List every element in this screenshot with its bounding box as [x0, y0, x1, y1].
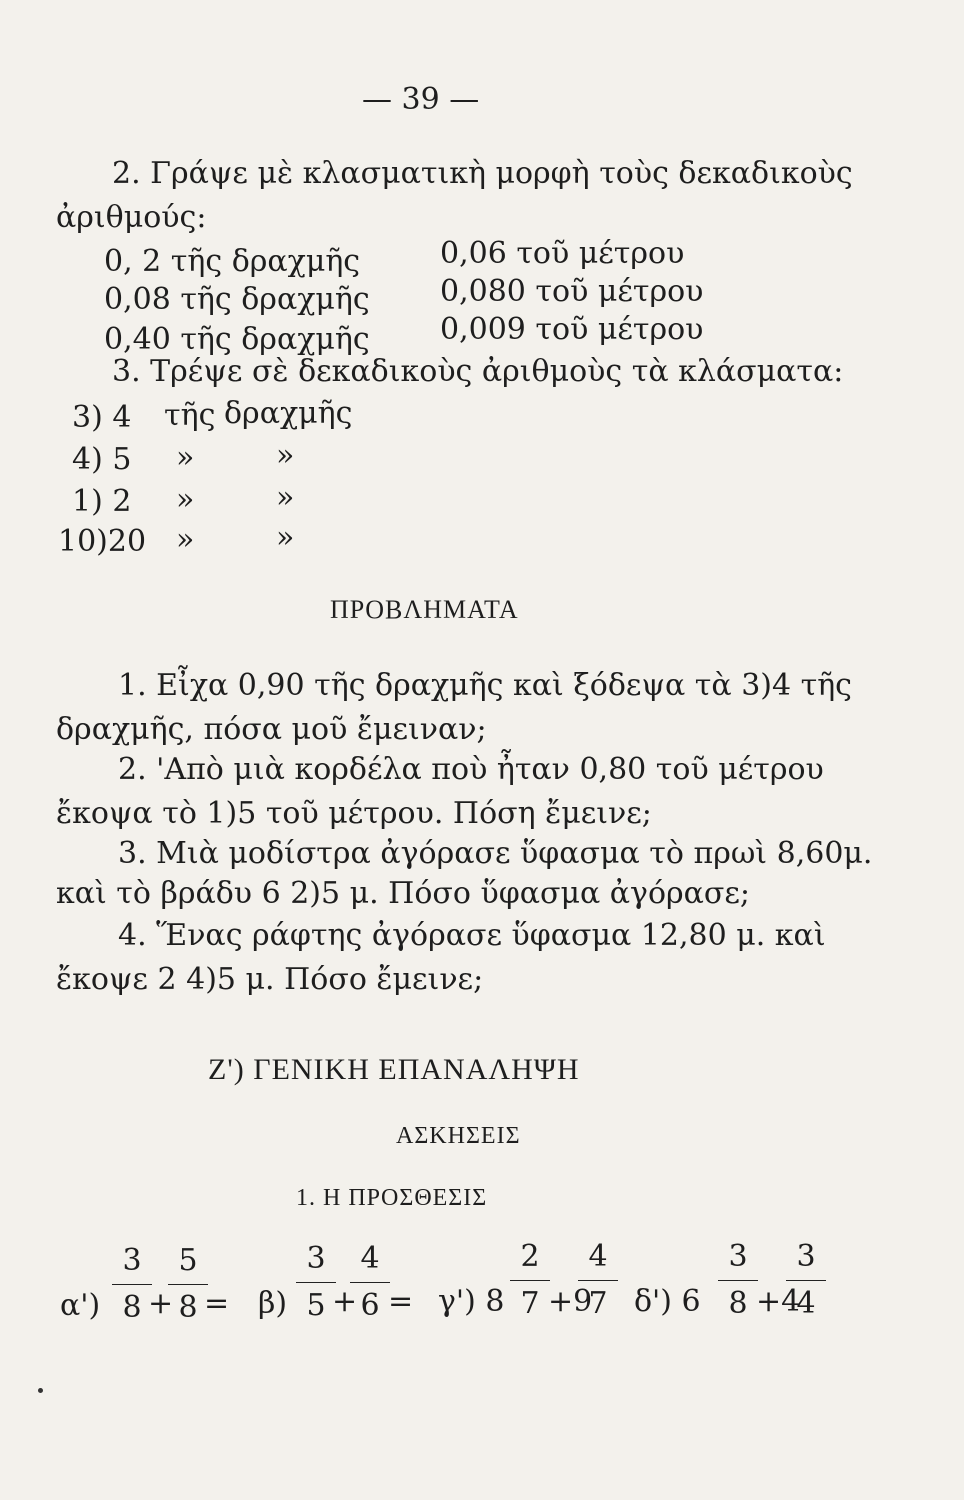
problems-heading: ΠΡΟΒΛΗΜΑΤΑ	[330, 595, 519, 624]
exercise-label: δ') 6	[634, 1284, 701, 1319]
problem-line: δραχμῆς, πόσα μοῦ ἔμειναν;	[56, 712, 487, 747]
denominator: 8	[122, 1290, 142, 1325]
fraction-bar	[296, 1282, 336, 1283]
decimal-right: 0,06 τοῦ μέτρου	[440, 236, 685, 271]
equals-sign: =	[204, 1286, 230, 1321]
fraction	[350, 1242, 390, 1323]
section-title: Ζ') ΓΕΝΙΚΗ ΕΠΑΝΑΛΗΨΗ	[208, 1053, 580, 1086]
numerator: 4	[360, 1241, 380, 1276]
numerator: 2	[520, 1239, 540, 1274]
problem-line: ἔκοψε 2 4)5 μ. Πόσο ἔμεινε;	[56, 962, 484, 997]
numerator: 3	[122, 1243, 142, 1278]
fraction-bar	[350, 1282, 390, 1283]
problem-line: 2. 'Απὸ μιὰ κορδέλα ποὺ ἦταν 0,80 τοῦ μέτρου	[118, 752, 824, 787]
section-subtitle: ΑΣΚΗΣΕΙΣ	[396, 1123, 521, 1149]
fraction-bar	[578, 1280, 618, 1281]
fraction	[786, 1240, 826, 1321]
fraction-bar	[786, 1280, 826, 1281]
denominator: 6	[360, 1288, 380, 1323]
stray-dot	[38, 1388, 43, 1393]
decimal-right: 0,080 τοῦ μέτρου	[440, 274, 704, 309]
problem-line: 1. Εἶχα 0,90 τῆς δραχμῆς καὶ ξόδεψα τὰ 3)4 τῆς	[118, 668, 852, 703]
fraction-bar	[510, 1280, 550, 1281]
exercise-2-intro-cont: ἀριθμούς:	[56, 200, 207, 235]
problem-line: 4. Ἕνας ράφτης ἀγόρασε ὕφασμα 12,80 μ. καὶ	[118, 918, 826, 953]
decimal-left: 0,40 τῆς δραχμῆς	[104, 322, 370, 357]
plus-term: +4	[756, 1284, 801, 1319]
exercise-3-intro: 3. Τρέψε σὲ δεκαδικοὺς ἀριθμοὺς τὰ κλάσματα:	[112, 354, 844, 389]
fraction-value: 10)20	[58, 524, 147, 559]
ditto-mark: »	[276, 480, 295, 515]
fraction-unit: δραχμῆς	[224, 396, 353, 431]
subsection-title: 1. Η ΠΡΟΣΘΕΣΙΣ	[296, 1185, 488, 1211]
numerator: 5	[178, 1243, 198, 1278]
decimal-right: 0,009 τοῦ μέτρου	[440, 312, 704, 347]
plus-sign: +	[332, 1284, 358, 1319]
plus-sign: +	[148, 1286, 174, 1321]
page-number: — 39 —	[362, 82, 480, 117]
denominator: 7	[520, 1286, 540, 1321]
plus-term: +9	[548, 1284, 593, 1319]
fraction-unit: τῆς	[164, 398, 216, 433]
fraction-bar	[112, 1284, 152, 1285]
denominator: 8	[178, 1290, 198, 1325]
fraction	[718, 1240, 758, 1321]
fraction-bar	[718, 1280, 758, 1281]
exercise-label: α')	[60, 1288, 101, 1323]
exercise-2-intro: 2. Γράψε μὲ κλασματικὴ μορφὴ τοὺς δεκαδικοὺς	[112, 156, 853, 191]
equals-sign: =	[388, 1284, 414, 1319]
fraction-bar	[168, 1284, 208, 1285]
numerator: 3	[728, 1239, 748, 1274]
ditto-mark: »	[276, 520, 295, 555]
problem-line: καὶ τὸ βράδυ 6 2)5 μ. Πόσο ὕφασμα ἀγόρασε;	[56, 876, 751, 911]
fraction	[510, 1240, 550, 1321]
exercise-label: γ') 8	[438, 1284, 505, 1319]
numerator: 4	[588, 1239, 608, 1274]
denominator: 7	[588, 1286, 608, 1321]
denominator: 4	[796, 1286, 816, 1321]
denominator: 8	[728, 1286, 748, 1321]
problem-line: 3. Μιὰ μοδίστρα ἀγόρασε ὕφασμα τὸ πρωὶ 8,60μ.	[118, 836, 873, 871]
problem-line: ἔκοψα τὸ 1)5 τοῦ μέτρου. Πόση ἔμεινε;	[56, 796, 652, 831]
ditto-mark: »	[276, 438, 295, 473]
fraction	[578, 1240, 618, 1321]
numerator: 3	[306, 1241, 326, 1276]
denominator: 5	[306, 1288, 326, 1323]
fraction	[168, 1244, 208, 1325]
fraction	[112, 1244, 152, 1325]
exercise-label: β)	[258, 1286, 288, 1321]
fraction-value: 1) 2	[72, 484, 132, 519]
decimal-left: 0, 2 τῆς δραχμῆς	[104, 244, 361, 279]
ditto-mark: »	[176, 440, 195, 475]
fraction-value: 3) 4	[72, 400, 132, 435]
decimal-left: 0,08 τῆς δραχμῆς	[104, 282, 370, 317]
numerator: 3	[796, 1239, 816, 1274]
fraction	[296, 1242, 336, 1323]
ditto-mark: »	[176, 522, 195, 557]
ditto-mark: »	[176, 482, 195, 517]
fraction-value: 4) 5	[72, 442, 132, 477]
